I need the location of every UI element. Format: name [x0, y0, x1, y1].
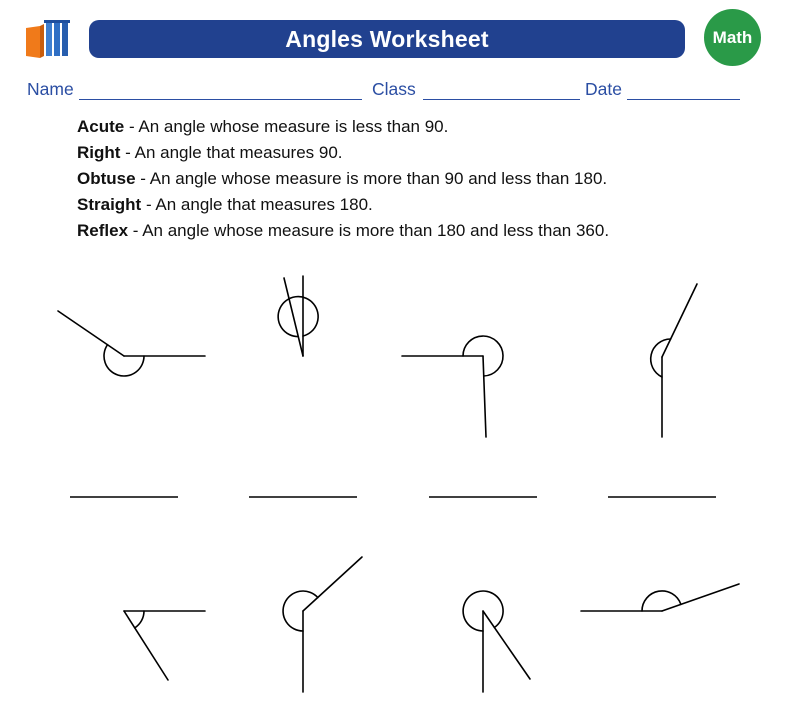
definition-term: Straight — [77, 195, 142, 214]
angle-diagram-5 — [124, 611, 205, 680]
class-label: Class — [372, 79, 416, 99]
definition-term: Right — [77, 143, 121, 162]
angle-diagram-3 — [402, 336, 503, 437]
angle-diagram-2 — [278, 276, 318, 356]
angle-diagram-8 — [581, 584, 739, 611]
subject-badge-label: Math — [712, 27, 753, 47]
definition-text: - An angle whose measure is less than 90. — [124, 117, 449, 136]
page-title: Angles Worksheet — [285, 25, 489, 52]
angle-diagram-7 — [463, 591, 530, 692]
definition-term: Obtuse — [77, 169, 136, 188]
definition-term: Acute — [77, 117, 125, 136]
name-label: Name — [27, 79, 74, 99]
definition-text: - An angle that measures 90. — [120, 143, 343, 162]
definition-text: - An angle whose measure is more than 180 and less than 360. — [128, 221, 610, 240]
definition-text: - An angle whose measure is more than 90 and less than 180. — [135, 169, 608, 188]
angle-diagram-1 — [58, 311, 205, 376]
angle-diagram-6 — [283, 557, 362, 692]
date-label: Date — [585, 79, 622, 99]
angle-diagram-4 — [651, 284, 697, 437]
definition-text: - An angle that measures 180. — [141, 195, 373, 214]
definition-term: Reflex — [77, 221, 129, 240]
